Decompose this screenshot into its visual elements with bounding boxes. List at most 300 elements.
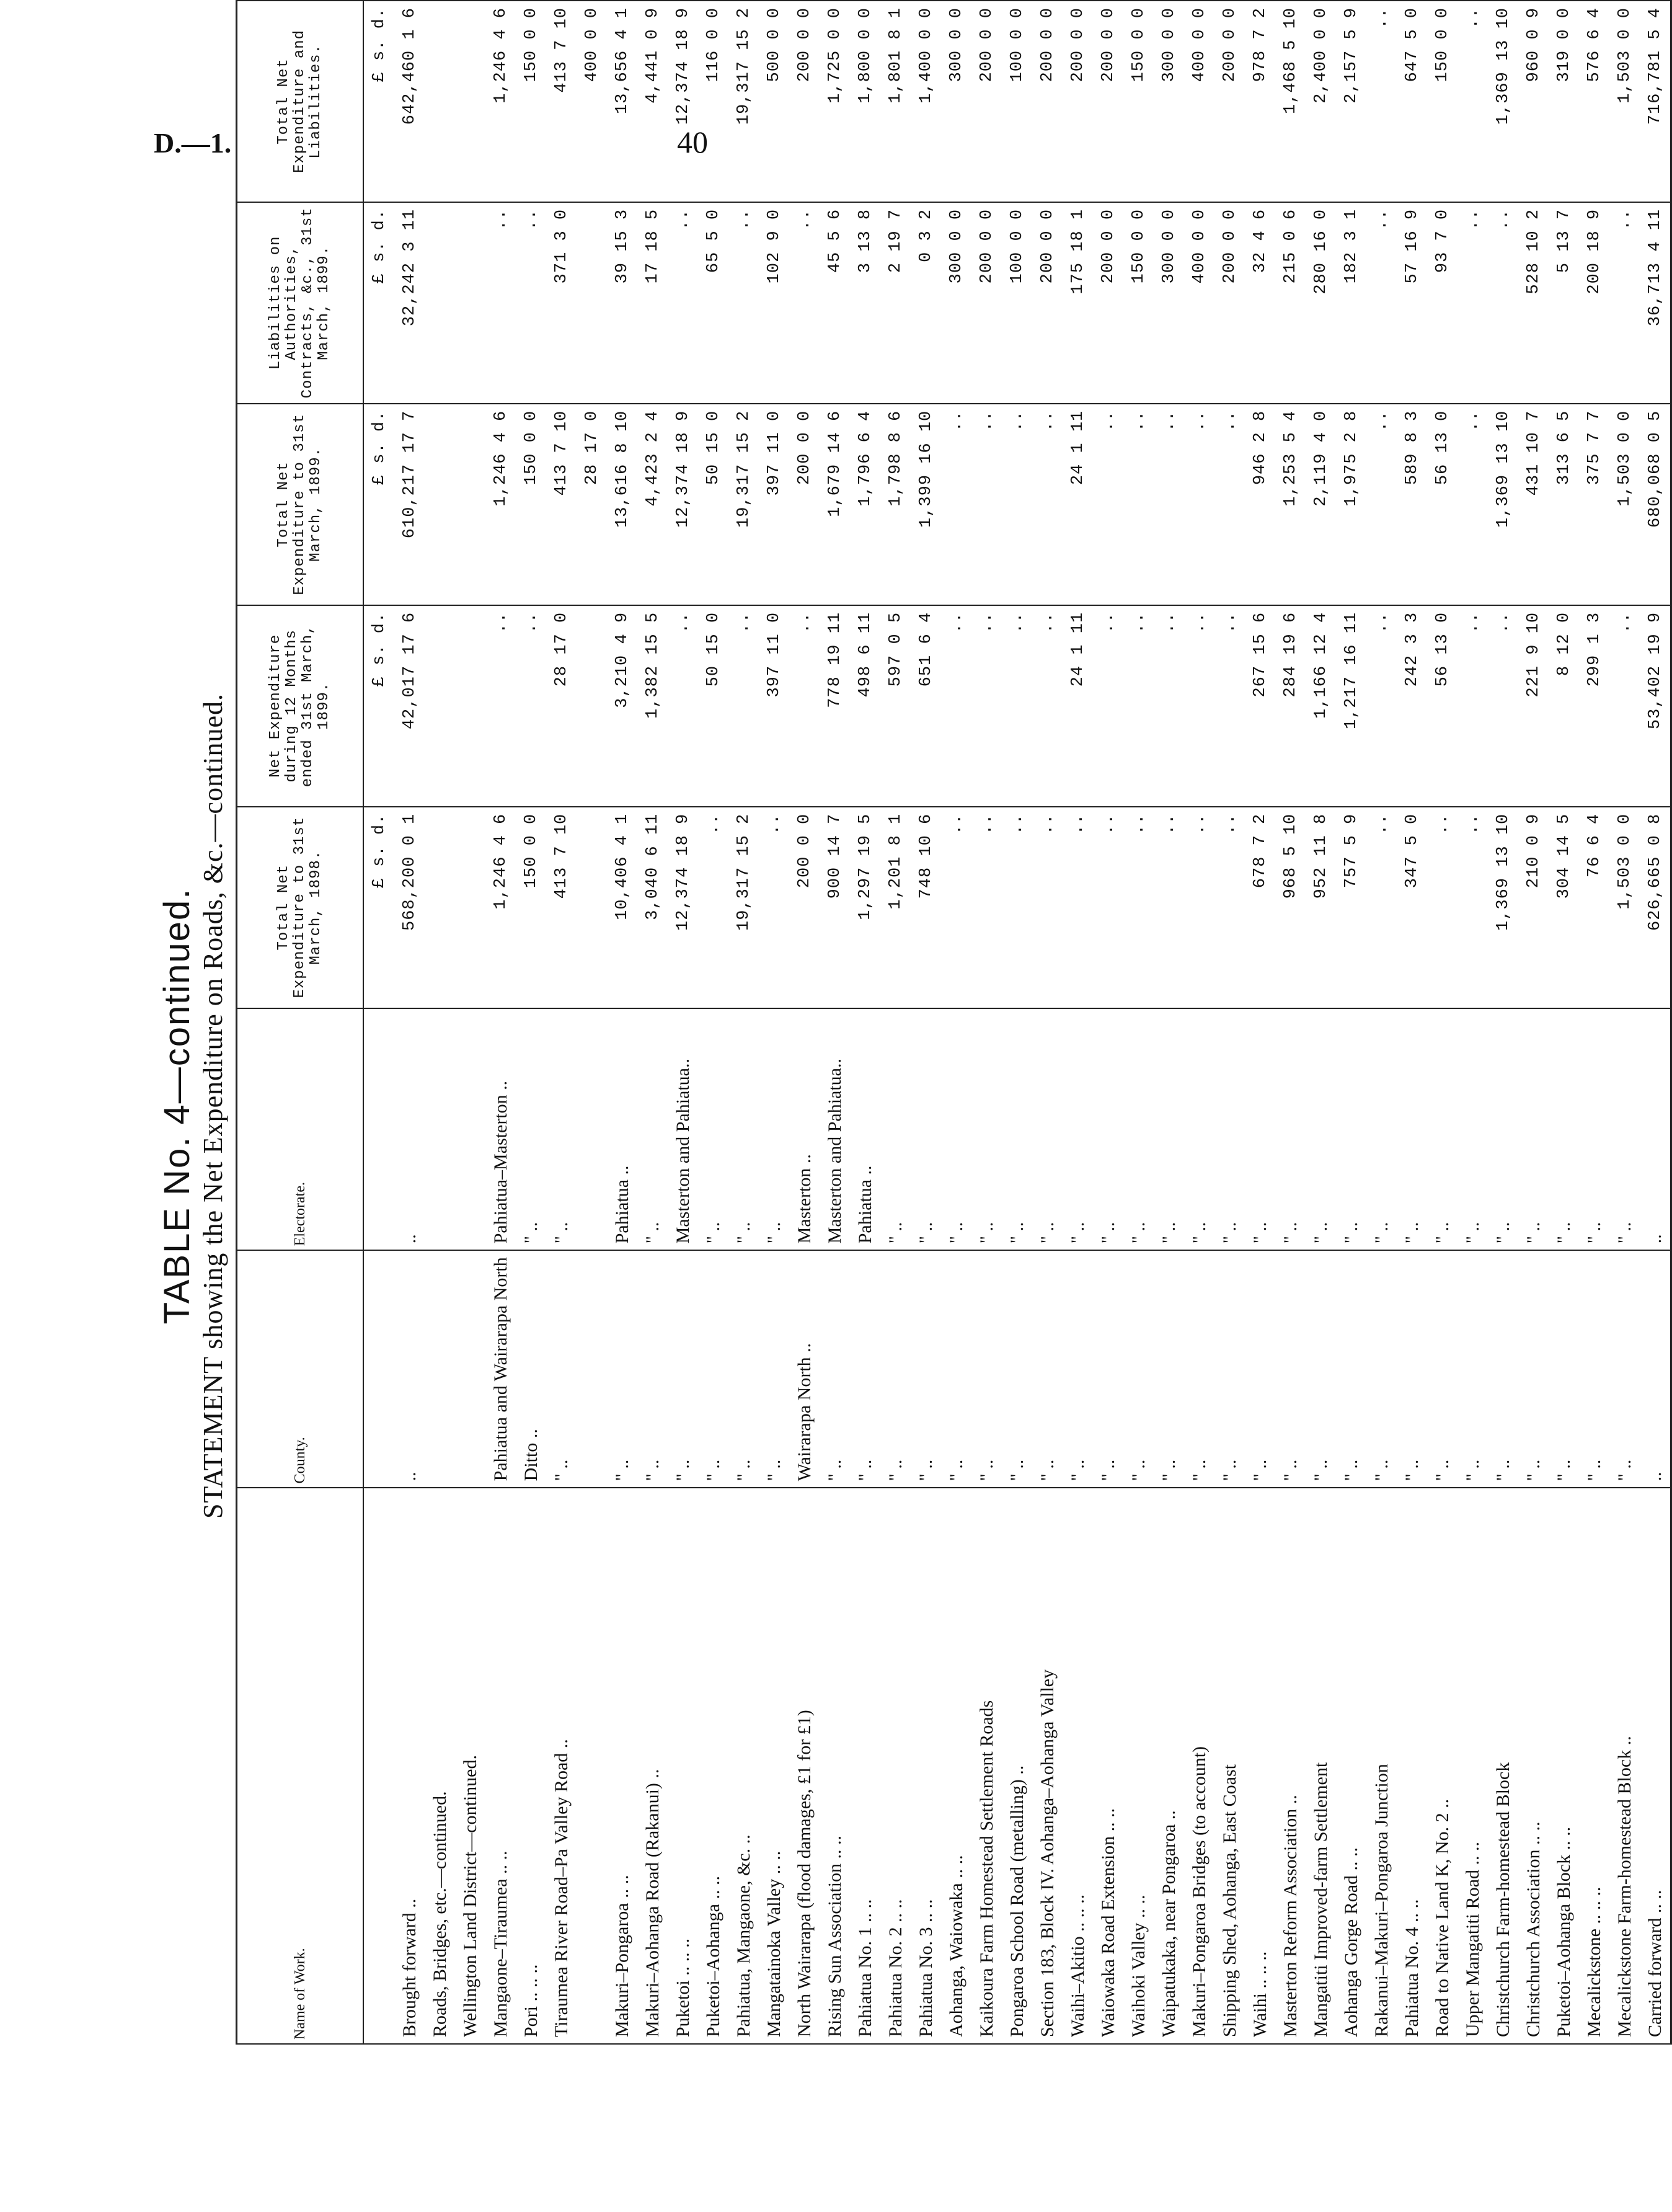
cell-net-12-months: 221 9 10 xyxy=(1518,605,1549,807)
cell-electorate: " .. xyxy=(759,1008,789,1251)
cell-total-and-liabilities: 116 0 0 xyxy=(698,1,728,202)
cell-liabilities: .. xyxy=(485,202,516,404)
cell-liabilities: 280 16 0 xyxy=(1306,202,1336,404)
cell-total-and-liabilities: 13,656 4 1 xyxy=(607,1,637,202)
cell-electorate: " .. xyxy=(1609,1008,1640,1251)
cell-total-1899: £ s. d. xyxy=(363,404,394,605)
cell-name-of-work: Pahiatua No. 3 .. .. xyxy=(911,1488,941,2044)
cell-liabilities: 400 0 0 xyxy=(1184,202,1214,404)
page-number: 40 xyxy=(677,125,708,159)
cell-total-1899: 946 2 8 xyxy=(1245,404,1275,605)
cell-electorate: .. xyxy=(1640,1008,1671,1251)
cell-total-and-liabilities: 300 0 0 xyxy=(941,1,971,202)
cell-total-1899: 200 0 0 xyxy=(789,404,820,605)
table-row xyxy=(577,1,607,2044)
cell-electorate: .. xyxy=(394,1008,425,1251)
expenditure-table xyxy=(236,0,1672,2045)
cell-liabilities: .. xyxy=(1457,202,1488,404)
cell-liabilities: 5 13 7 xyxy=(1549,202,1579,404)
cell-liabilities: 528 10 2 xyxy=(1518,202,1549,404)
cell-total-1898: .. xyxy=(1457,807,1488,1008)
cell-liabilities: 200 0 0 xyxy=(971,202,1002,404)
cell-total-and-liabilities: 150 0 0 xyxy=(1427,1,1457,202)
cell-total-and-liabilities: 200 0 0 xyxy=(971,1,1002,202)
cell-electorate: Masterton and Pahiatua.. xyxy=(820,1008,850,1251)
cell-liabilities: 32,242 3 11 xyxy=(394,202,425,404)
cell-total-and-liabilities: 400 0 0 xyxy=(577,1,607,202)
cell-name-of-work: Section 183, Block IV. Aohanga–Aohanga Valley xyxy=(1032,1488,1063,2044)
cell-name-of-work: Pori .. .. .. xyxy=(516,1488,546,2044)
cell-total-1899: 431 10 7 xyxy=(1518,404,1549,605)
cell-total-1899: 2,119 4 0 xyxy=(1306,404,1336,605)
table-row xyxy=(516,1,546,2044)
cell-total-1899: 589 8 3 xyxy=(1397,404,1427,605)
table-row xyxy=(1609,1,1640,2044)
table-row xyxy=(607,1,637,2044)
cell-name-of-work: Rakanui–Makuri–Pongaroa Junction xyxy=(1366,1488,1397,2044)
cell-name-of-work: Puketoi–Aohanga .. .. xyxy=(698,1488,728,2044)
cell-electorate xyxy=(363,1008,394,1251)
cell-total-1898: 304 14 5 xyxy=(1549,807,1579,1008)
table-row xyxy=(759,1,789,2044)
cell-net-12-months xyxy=(425,605,455,807)
cell-liabilities: 182 3 1 xyxy=(1336,202,1366,404)
cell-net-12-months: 1,217 16 11 xyxy=(1336,605,1366,807)
cell-county: " .. xyxy=(1063,1250,1093,1488)
cell-electorate: " .. xyxy=(1579,1008,1609,1251)
cell-name-of-work: Waihi–Akitio .. .. .. xyxy=(1063,1488,1093,2044)
cell-electorate: " .. xyxy=(546,1008,577,1251)
cell-net-12-months: .. xyxy=(1154,605,1184,807)
cell-net-12-months: .. xyxy=(789,605,820,807)
cell-county xyxy=(455,1250,485,1488)
cell-county: " .. xyxy=(941,1250,971,1488)
cell-name-of-work: Carried forward .. .. xyxy=(1640,1488,1671,2044)
cell-liabilities: 36,713 4 11 xyxy=(1640,202,1671,404)
cell-total-and-liabilities: 200 0 0 xyxy=(1214,1,1245,202)
cell-net-12-months: .. xyxy=(1366,605,1397,807)
cell-liabilities: .. xyxy=(728,202,759,404)
cell-total-1899: 19,317 15 2 xyxy=(728,404,759,605)
cell-total-1898: .. xyxy=(698,807,728,1008)
cell-electorate: " .. xyxy=(880,1008,911,1251)
cell-county: " .. xyxy=(1336,1250,1366,1488)
cell-name-of-work: Wellington Land District—continued. xyxy=(455,1488,485,2044)
table-row xyxy=(546,1,577,2044)
table-row xyxy=(1154,1,1184,2044)
cell-electorate: " .. xyxy=(728,1008,759,1251)
cell-name-of-work: Tiraumea River Road–Pa Valley Road .. xyxy=(546,1488,577,2044)
cell-total-1898 xyxy=(455,807,485,1008)
cell-total-1898: 952 11 8 xyxy=(1306,807,1336,1008)
cell-electorate: " .. xyxy=(911,1008,941,1251)
cell-total-1898: 413 7 10 xyxy=(546,807,577,1008)
table-row xyxy=(1579,1,1609,2044)
cell-name-of-work: Makuri–Aohanga Road (Rakanui) .. xyxy=(637,1488,668,2044)
cell-total-1898: .. xyxy=(1032,807,1063,1008)
col-header-net-12-months: Net Expenditure during 12 Months ended 31st March, 1899. xyxy=(237,605,364,807)
cell-name-of-work: Waipatukaka, near Pongaroa .. xyxy=(1154,1488,1184,2044)
cell-total-1899: 375 7 7 xyxy=(1579,404,1609,605)
table-row xyxy=(394,1,425,2044)
cell-total-and-liabilities: 1,503 0 0 xyxy=(1609,1,1640,202)
cell-name-of-work: Mangaone–Tiraumea .. .. xyxy=(485,1488,516,2044)
cell-name-of-work: Rising Sun Association .. .. xyxy=(820,1488,850,2044)
cell-total-1899: 50 15 0 xyxy=(698,404,728,605)
cell-total-and-liabilities: 400 0 0 xyxy=(1184,1,1214,202)
cell-electorate: " .. xyxy=(637,1008,668,1251)
cell-total-1898: 968 5 10 xyxy=(1275,807,1306,1008)
cell-county: " .. xyxy=(971,1250,1002,1488)
cell-name-of-work: Shipping Shed, Aohanga, East Coast xyxy=(1214,1488,1245,2044)
cell-net-12-months: 42,017 17 6 xyxy=(394,605,425,807)
table-row xyxy=(1032,1,1063,2044)
table-row xyxy=(1275,1,1306,2044)
cell-total-1899: 680,068 0 5 xyxy=(1640,404,1671,605)
cell-net-12-months: 53,402 19 9 xyxy=(1640,605,1671,807)
cell-total-1899: 4,423 2 4 xyxy=(637,404,668,605)
cell-name-of-work: Aohanga Gorge Road .. .. xyxy=(1336,1488,1366,2044)
table-row xyxy=(971,1,1002,2044)
cell-total-1899: 313 6 5 xyxy=(1549,404,1579,605)
cell-total-1898: 200 0 0 xyxy=(789,807,820,1008)
cell-county: " .. xyxy=(1397,1250,1427,1488)
table-row xyxy=(1245,1,1275,2044)
table-row xyxy=(1549,1,1579,2044)
cell-electorate: " .. xyxy=(1336,1008,1366,1251)
cell-electorate: " .. xyxy=(1245,1008,1275,1251)
cell-total-and-liabilities: 1,369 13 10 xyxy=(1488,1,1518,202)
cell-total-1899: 12,374 18 9 xyxy=(668,404,698,605)
table-row xyxy=(1214,1,1245,2044)
cell-liabilities: 93 7 0 xyxy=(1427,202,1457,404)
cell-total-and-liabilities: 150 0 0 xyxy=(1123,1,1154,202)
cell-total-1898: .. xyxy=(1063,807,1093,1008)
table-row xyxy=(1123,1,1154,2044)
cell-net-12-months xyxy=(455,605,485,807)
cell-name-of-work: Aohanga, Waiowaka .. .. xyxy=(941,1488,971,2044)
cell-net-12-months: .. xyxy=(1123,605,1154,807)
cell-total-and-liabilities: 319 0 0 xyxy=(1549,1,1579,202)
col-header-electorate: Electorate. xyxy=(237,1008,364,1251)
cell-total-1898: 1,201 8 1 xyxy=(880,807,911,1008)
cell-liabilities: £ s. d. xyxy=(363,202,394,404)
cell-total-and-liabilities: 576 6 4 xyxy=(1579,1,1609,202)
table-row xyxy=(1488,1,1518,2044)
cell-liabilities: 175 18 1 xyxy=(1063,202,1093,404)
table-row xyxy=(1093,1,1123,2044)
cell-net-12-months: £ s. d. xyxy=(363,605,394,807)
cell-name-of-work: Christchurch Association .. .. xyxy=(1518,1488,1549,2044)
cell-electorate: Pahiatua .. xyxy=(850,1008,880,1251)
cell-liabilities: 39 15 3 xyxy=(607,202,637,404)
cell-net-12-months: 299 1 3 xyxy=(1579,605,1609,807)
cell-total-1898: 1,503 0 0 xyxy=(1609,807,1640,1008)
cell-county: " .. xyxy=(1154,1250,1184,1488)
cell-total-1898: 1,297 19 5 xyxy=(850,807,880,1008)
table-row xyxy=(820,1,850,2044)
cell-total-1899: .. xyxy=(1184,404,1214,605)
cell-total-and-liabilities: 647 5 0 xyxy=(1397,1,1427,202)
cell-county: " .. xyxy=(1427,1250,1457,1488)
cell-electorate: " .. xyxy=(1214,1008,1245,1251)
cell-name-of-work: Waihoki Valley .. .. xyxy=(1123,1488,1154,2044)
col-header-name-of-work: Name of Work. xyxy=(237,1488,364,2044)
cell-name-of-work: Makuri–Pongaroa .. .. xyxy=(607,1488,637,2044)
cell-liabilities: .. xyxy=(789,202,820,404)
cell-liabilities: 200 0 0 xyxy=(1093,202,1123,404)
cell-name-of-work: Upper Mangatiti Road .. .. xyxy=(1457,1488,1488,2044)
cell-electorate: " .. xyxy=(1154,1008,1184,1251)
cell-total-and-liabilities: 1,468 5 10 xyxy=(1275,1,1306,202)
cell-total-1899: .. xyxy=(971,404,1002,605)
cell-total-1898: 76 6 4 xyxy=(1579,807,1609,1008)
cell-net-12-months: 50 15 0 xyxy=(698,605,728,807)
cell-liabilities xyxy=(425,202,455,404)
cell-total-1898: 19,317 15 2 xyxy=(728,807,759,1008)
cell-total-1898: 626,665 0 8 xyxy=(1640,807,1671,1008)
cell-total-and-liabilities: 1,725 0 0 xyxy=(820,1,850,202)
cell-total-1899: 1,253 5 4 xyxy=(1275,404,1306,605)
cell-name-of-work: North Wairarapa (flood damages, £1 for £1) xyxy=(789,1488,820,2044)
cell-total-1898: 1,369 13 10 xyxy=(1488,807,1518,1008)
cell-county: " .. xyxy=(1184,1250,1214,1488)
cell-total-1898: 10,406 4 1 xyxy=(607,807,637,1008)
cell-total-1899: .. xyxy=(1154,404,1184,605)
cell-total-1899: .. xyxy=(1032,404,1063,605)
cell-county: " .. xyxy=(911,1250,941,1488)
table-subtitle: STATEMENT showing the Net Expenditure on Roads, &c.—continued. xyxy=(198,693,228,1519)
cell-net-12-months: 3,210 4 9 xyxy=(607,605,637,807)
table-row xyxy=(941,1,971,2044)
cell-county: .. xyxy=(1640,1250,1671,1488)
cell-name-of-work xyxy=(577,1488,607,2044)
cell-electorate xyxy=(425,1008,455,1251)
cell-total-1898: .. xyxy=(1002,807,1032,1008)
cell-county: " .. xyxy=(728,1250,759,1488)
cell-net-12-months: 284 19 6 xyxy=(1275,605,1306,807)
cell-net-12-months: .. xyxy=(728,605,759,807)
col-header-liabilities: Liabilities on Authorities, Contracts, &c., 31st March, 1899. xyxy=(237,202,364,404)
cell-county: " .. xyxy=(668,1250,698,1488)
cell-net-12-months: 267 15 6 xyxy=(1245,605,1275,807)
cell-total-and-liabilities: 200 0 0 xyxy=(1032,1,1063,202)
cell-name-of-work: Brought forward .. xyxy=(394,1488,425,2044)
table-body xyxy=(363,1,1671,2044)
cell-liabilities: .. xyxy=(1366,202,1397,404)
cell-total-1899: .. xyxy=(1214,404,1245,605)
cell-total-and-liabilities: 413 7 10 xyxy=(546,1,577,202)
cell-total-1899: 28 17 0 xyxy=(577,404,607,605)
cell-total-1899: 1,679 14 6 xyxy=(820,404,850,605)
cell-net-12-months: .. xyxy=(971,605,1002,807)
table-row xyxy=(789,1,820,2044)
cell-electorate: " .. xyxy=(1002,1008,1032,1251)
cell-liabilities: 17 18 5 xyxy=(637,202,668,404)
cell-total-and-liabilities: 716,781 5 4 xyxy=(1640,1,1671,202)
cell-total-and-liabilities: 1,400 0 0 xyxy=(911,1,941,202)
cell-net-12-months: .. xyxy=(1184,605,1214,807)
cell-electorate: Masterton .. xyxy=(789,1008,820,1251)
cell-total-and-liabilities: 500 0 0 xyxy=(759,1,789,202)
table-row xyxy=(668,1,698,2044)
cell-liabilities: .. xyxy=(1609,202,1640,404)
cell-county xyxy=(577,1250,607,1488)
cell-total-1899 xyxy=(455,404,485,605)
table-row xyxy=(1427,1,1457,2044)
cell-liabilities: 150 0 0 xyxy=(1123,202,1154,404)
cell-county: " .. xyxy=(1245,1250,1275,1488)
cell-total-1898: .. xyxy=(1214,807,1245,1008)
cell-liabilities: 100 0 0 xyxy=(1002,202,1032,404)
cell-name-of-work: Road to Native Land K, No. 2 .. xyxy=(1427,1488,1457,2044)
cell-name-of-work: Kaikoura Farm Homestead Settlement Roads xyxy=(971,1488,1002,2044)
cell-total-1898: 347 5 0 xyxy=(1397,807,1427,1008)
cell-county: " .. xyxy=(850,1250,880,1488)
cell-total-1899: .. xyxy=(941,404,971,605)
cell-total-1899: .. xyxy=(1093,404,1123,605)
cell-liabilities: 200 18 9 xyxy=(1579,202,1609,404)
cell-county: Ditto .. xyxy=(516,1250,546,1488)
table-row xyxy=(1518,1,1549,2044)
cell-county: " .. xyxy=(1306,1250,1336,1488)
cell-net-12-months: .. xyxy=(1457,605,1488,807)
cell-electorate: " .. xyxy=(1549,1008,1579,1251)
cell-liabilities: 2 19 7 xyxy=(880,202,911,404)
table-row xyxy=(1457,1,1488,2044)
cell-liabilities: 102 9 0 xyxy=(759,202,789,404)
cell-total-1898: .. xyxy=(941,807,971,1008)
col-header-total-1898: Total Net Expenditure to 31st March, 1898. xyxy=(237,807,364,1008)
cell-net-12-months: 498 6 11 xyxy=(850,605,880,807)
cell-name-of-work: Makuri–Pongaroa Bridges (to account) xyxy=(1184,1488,1214,2044)
cell-county xyxy=(425,1250,455,1488)
cell-total-1898: .. xyxy=(1366,807,1397,1008)
cell-electorate: " .. xyxy=(1063,1008,1093,1251)
cell-liabilities: 200 0 0 xyxy=(1032,202,1063,404)
cell-name-of-work: Pahiatua No. 1 .. .. xyxy=(850,1488,880,2044)
cell-net-12-months: .. xyxy=(668,605,698,807)
cell-total-and-liabilities: 4,441 0 9 xyxy=(637,1,668,202)
cell-net-12-months: .. xyxy=(941,605,971,807)
cell-name-of-work: Mecalickstone .. .. .. xyxy=(1579,1488,1609,2044)
cell-electorate xyxy=(455,1008,485,1251)
cell-total-1898: 3,040 6 11 xyxy=(637,807,668,1008)
cell-net-12-months: 242 3 3 xyxy=(1397,605,1427,807)
cell-county: " .. xyxy=(1275,1250,1306,1488)
cell-total-1899: 1,399 16 10 xyxy=(911,404,941,605)
cell-net-12-months: 56 13 0 xyxy=(1427,605,1457,807)
cell-electorate: " .. xyxy=(1397,1008,1427,1251)
cell-name-of-work: Pongaroa School Road (metalling) .. xyxy=(1002,1488,1032,2044)
cell-total-and-liabilities: 100 0 0 xyxy=(1002,1,1032,202)
table-row xyxy=(363,1,394,2044)
cell-liabilities: 371 3 0 xyxy=(546,202,577,404)
cell-total-1898: 900 14 7 xyxy=(820,807,850,1008)
table-row xyxy=(911,1,941,2044)
table-row xyxy=(425,1,455,2044)
cell-name-of-work: Mangatainoka Valley .. .. xyxy=(759,1488,789,2044)
cell-electorate: Masterton and Pahiatua.. xyxy=(668,1008,698,1251)
cell-total-1898: 678 7 2 xyxy=(1245,807,1275,1008)
cell-net-12-months: 28 17 0 xyxy=(546,605,577,807)
document-reference: D.—1. xyxy=(154,127,232,159)
cell-electorate: " .. xyxy=(1427,1008,1457,1251)
cell-county: " .. xyxy=(1366,1250,1397,1488)
cell-net-12-months: 1,382 15 5 xyxy=(637,605,668,807)
cell-county: " .. xyxy=(546,1250,577,1488)
cell-total-1899: 24 1 11 xyxy=(1063,404,1093,605)
cell-total-and-liabilities: 300 0 0 xyxy=(1154,1,1184,202)
cell-total-and-liabilities: 150 0 0 xyxy=(516,1,546,202)
cell-total-1899: 413 7 10 xyxy=(546,404,577,605)
cell-total-1898: .. xyxy=(971,807,1002,1008)
cell-county: " .. xyxy=(1214,1250,1245,1488)
cell-net-12-months: .. xyxy=(516,605,546,807)
cell-total-1899: 150 0 0 xyxy=(516,404,546,605)
cell-county: " .. xyxy=(1579,1250,1609,1488)
cell-net-12-months: .. xyxy=(485,605,516,807)
cell-electorate: " .. xyxy=(1366,1008,1397,1251)
cell-total-1899 xyxy=(425,404,455,605)
cell-total-1899: 397 11 0 xyxy=(759,404,789,605)
cell-total-1898: 568,200 0 1 xyxy=(394,807,425,1008)
col-header-total-1899: Total Net Expenditure to 31st March, 1899. xyxy=(237,404,364,605)
cell-electorate: " .. xyxy=(1123,1008,1154,1251)
cell-electorate: " .. xyxy=(971,1008,1002,1251)
cell-name-of-work: Waihi .. .. .. xyxy=(1245,1488,1275,2044)
cell-name-of-work: Puketoi .. .. .. xyxy=(668,1488,698,2044)
cell-electorate: " .. xyxy=(1488,1008,1518,1251)
cell-net-12-months: 397 11 0 xyxy=(759,605,789,807)
cell-name-of-work: Christchurch Farm-homestead Block xyxy=(1488,1488,1518,2044)
cell-net-12-months: 8 12 0 xyxy=(1549,605,1579,807)
cell-name-of-work xyxy=(363,1488,394,2044)
cell-county: Pahiatua and Wairarapa North xyxy=(485,1250,516,1488)
cell-net-12-months: .. xyxy=(1488,605,1518,807)
cell-electorate: " .. xyxy=(1093,1008,1123,1251)
cell-county: " .. xyxy=(1123,1250,1154,1488)
cell-name-of-work: Roads, Bridges, etc.—continued. xyxy=(425,1488,455,2044)
cell-net-12-months: 597 0 5 xyxy=(880,605,911,807)
table-row xyxy=(1184,1,1214,2044)
cell-total-and-liabilities: 200 0 0 xyxy=(1093,1,1123,202)
cell-county: " .. xyxy=(1609,1250,1640,1488)
cell-total-1898: £ s. d. xyxy=(363,807,394,1008)
cell-electorate: Pahiatua .. xyxy=(607,1008,637,1251)
cell-total-1899: 13,616 8 10 xyxy=(607,404,637,605)
cell-electorate: " .. xyxy=(941,1008,971,1251)
cell-liabilities: 3 13 8 xyxy=(850,202,880,404)
cell-total-1898: .. xyxy=(1154,807,1184,1008)
cell-liabilities: 200 0 0 xyxy=(1214,202,1245,404)
cell-county: " .. xyxy=(1518,1250,1549,1488)
cell-electorate: " .. xyxy=(1518,1008,1549,1251)
cell-total-and-liabilities: £ s. d. xyxy=(363,1,394,202)
cell-total-and-liabilities: 978 7 2 xyxy=(1245,1,1275,202)
cell-liabilities xyxy=(577,202,607,404)
cell-name-of-work: Pahiatua, Mangaone, &c. .. xyxy=(728,1488,759,2044)
cell-total-and-liabilities: 2,157 5 9 xyxy=(1336,1,1366,202)
cell-net-12-months: 24 1 11 xyxy=(1063,605,1093,807)
cell-county: " .. xyxy=(1093,1250,1123,1488)
cell-total-1898: 12,374 18 9 xyxy=(668,807,698,1008)
cell-total-1899: 56 13 0 xyxy=(1427,404,1457,605)
cell-total-and-liabilities: 960 0 9 xyxy=(1518,1,1549,202)
cell-liabilities: 215 0 6 xyxy=(1275,202,1306,404)
cell-total-1898: 748 10 6 xyxy=(911,807,941,1008)
cell-total-1898: .. xyxy=(1427,807,1457,1008)
